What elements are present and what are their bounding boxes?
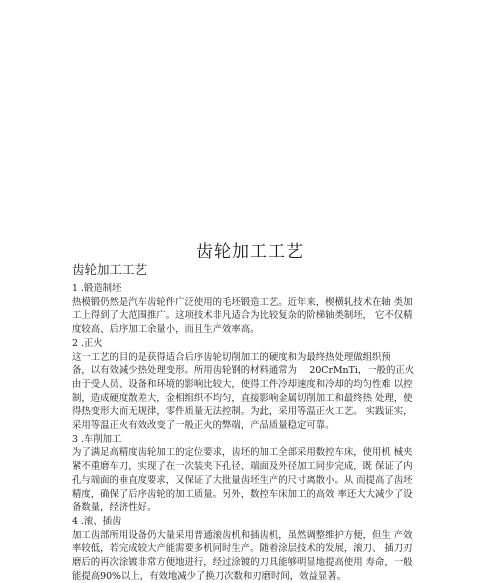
text-line: 制，造成硬度散差大，金相组织不均匀，直接影响金属切削加工和最终热 处理，使 xyxy=(72,392,413,404)
document-title: 齿轮加工工艺 xyxy=(196,242,304,262)
section-paragraph xyxy=(72,351,440,433)
text-line: 备，以有效减少热处理变形。所用齿轮钢的材料通常为 20CrMnTi，一般的正火 xyxy=(72,365,415,377)
text-line: 精度，确保了后序齿轮的加工质量。另外，数控车床加工的高效 率还大大减少了设 xyxy=(72,488,413,500)
section-normalizing xyxy=(72,337,440,433)
text-line: 为了满足高精度齿轮加工的定位要求，齿坯的加工全部采用数控车床，使用机 械夹 xyxy=(72,447,413,459)
text-line: 热模锻仍然是汽车齿轮件广泛使用的毛坯锻造工艺。近年来，楔横轧技术在轴 类加 xyxy=(72,296,413,308)
section-heading: 4 .滚、插齿 xyxy=(72,515,122,527)
text-line: 得热变形大而无规律，零件质量无法控制。为此，采用等温正火工艺。 实践证实， xyxy=(72,406,413,418)
section-heading: 2 .正火 xyxy=(72,337,103,349)
document-subtitle: 齿轮加工工艺 xyxy=(72,262,148,277)
section-paragraph xyxy=(72,296,440,337)
text-line: 这一工艺的目的是获得适合后序齿轮切削加工的硬度和为最终热处理做组织预 xyxy=(72,351,391,363)
text-line: 率较低，若完成较大产能需要多机同时生产。随着涂层技术的发展，滚刀、 插刀刃 xyxy=(72,543,413,555)
text-line: 磨后的再次涂镀非常方便地进行，经过涂镀的刀具能够明显地提高使用 寿命，一般 xyxy=(72,557,413,569)
text-line: 工上得到了大范围推广。这项技术非凡适合为比较复杂的阶梯轴类制坯， 它不仅精 xyxy=(72,310,413,322)
text-line: 孔与端面的垂直度要求，又保证了大批量齿坯生产的尺寸离散小。从 而提高了齿坯 xyxy=(72,474,413,486)
section-forging xyxy=(72,282,440,337)
text-line: 紧不重磨车刀，实现了在一次装夹下孔径、端面及外径加工同步完成，既 保证了内 xyxy=(72,461,413,473)
section-heading: 3 .车削加工 xyxy=(72,433,122,445)
text-line: 度较高、后序加工余量小，而且生产效率高。 xyxy=(72,324,260,336)
text-line: 由于受人员、设备和环境的影响比较大，使得工件冷却速度和冷却的均匀性难 以控 xyxy=(72,378,413,390)
text-line: 备数量，经济性好。 xyxy=(72,502,157,514)
document-body xyxy=(72,282,440,583)
section-heading: 1 .锻造制坯 xyxy=(72,283,122,294)
section-hobbing xyxy=(72,515,440,583)
section-paragraph xyxy=(72,529,440,583)
text-line: 加工齿部所用设备仍大量采用普通滚齿机和插齿机，虽然调整维护方便，但生 产效 xyxy=(72,529,413,541)
section-turning xyxy=(72,433,440,515)
text-line: 采用等温正火有效改变了一般正火的弊端，产品质量稳定可靠。 xyxy=(72,420,335,432)
text-line: 能提高90%以上，有效地减少了换刀次数和刃磨时间，效益显著。 xyxy=(72,570,346,582)
section-paragraph xyxy=(72,446,440,515)
